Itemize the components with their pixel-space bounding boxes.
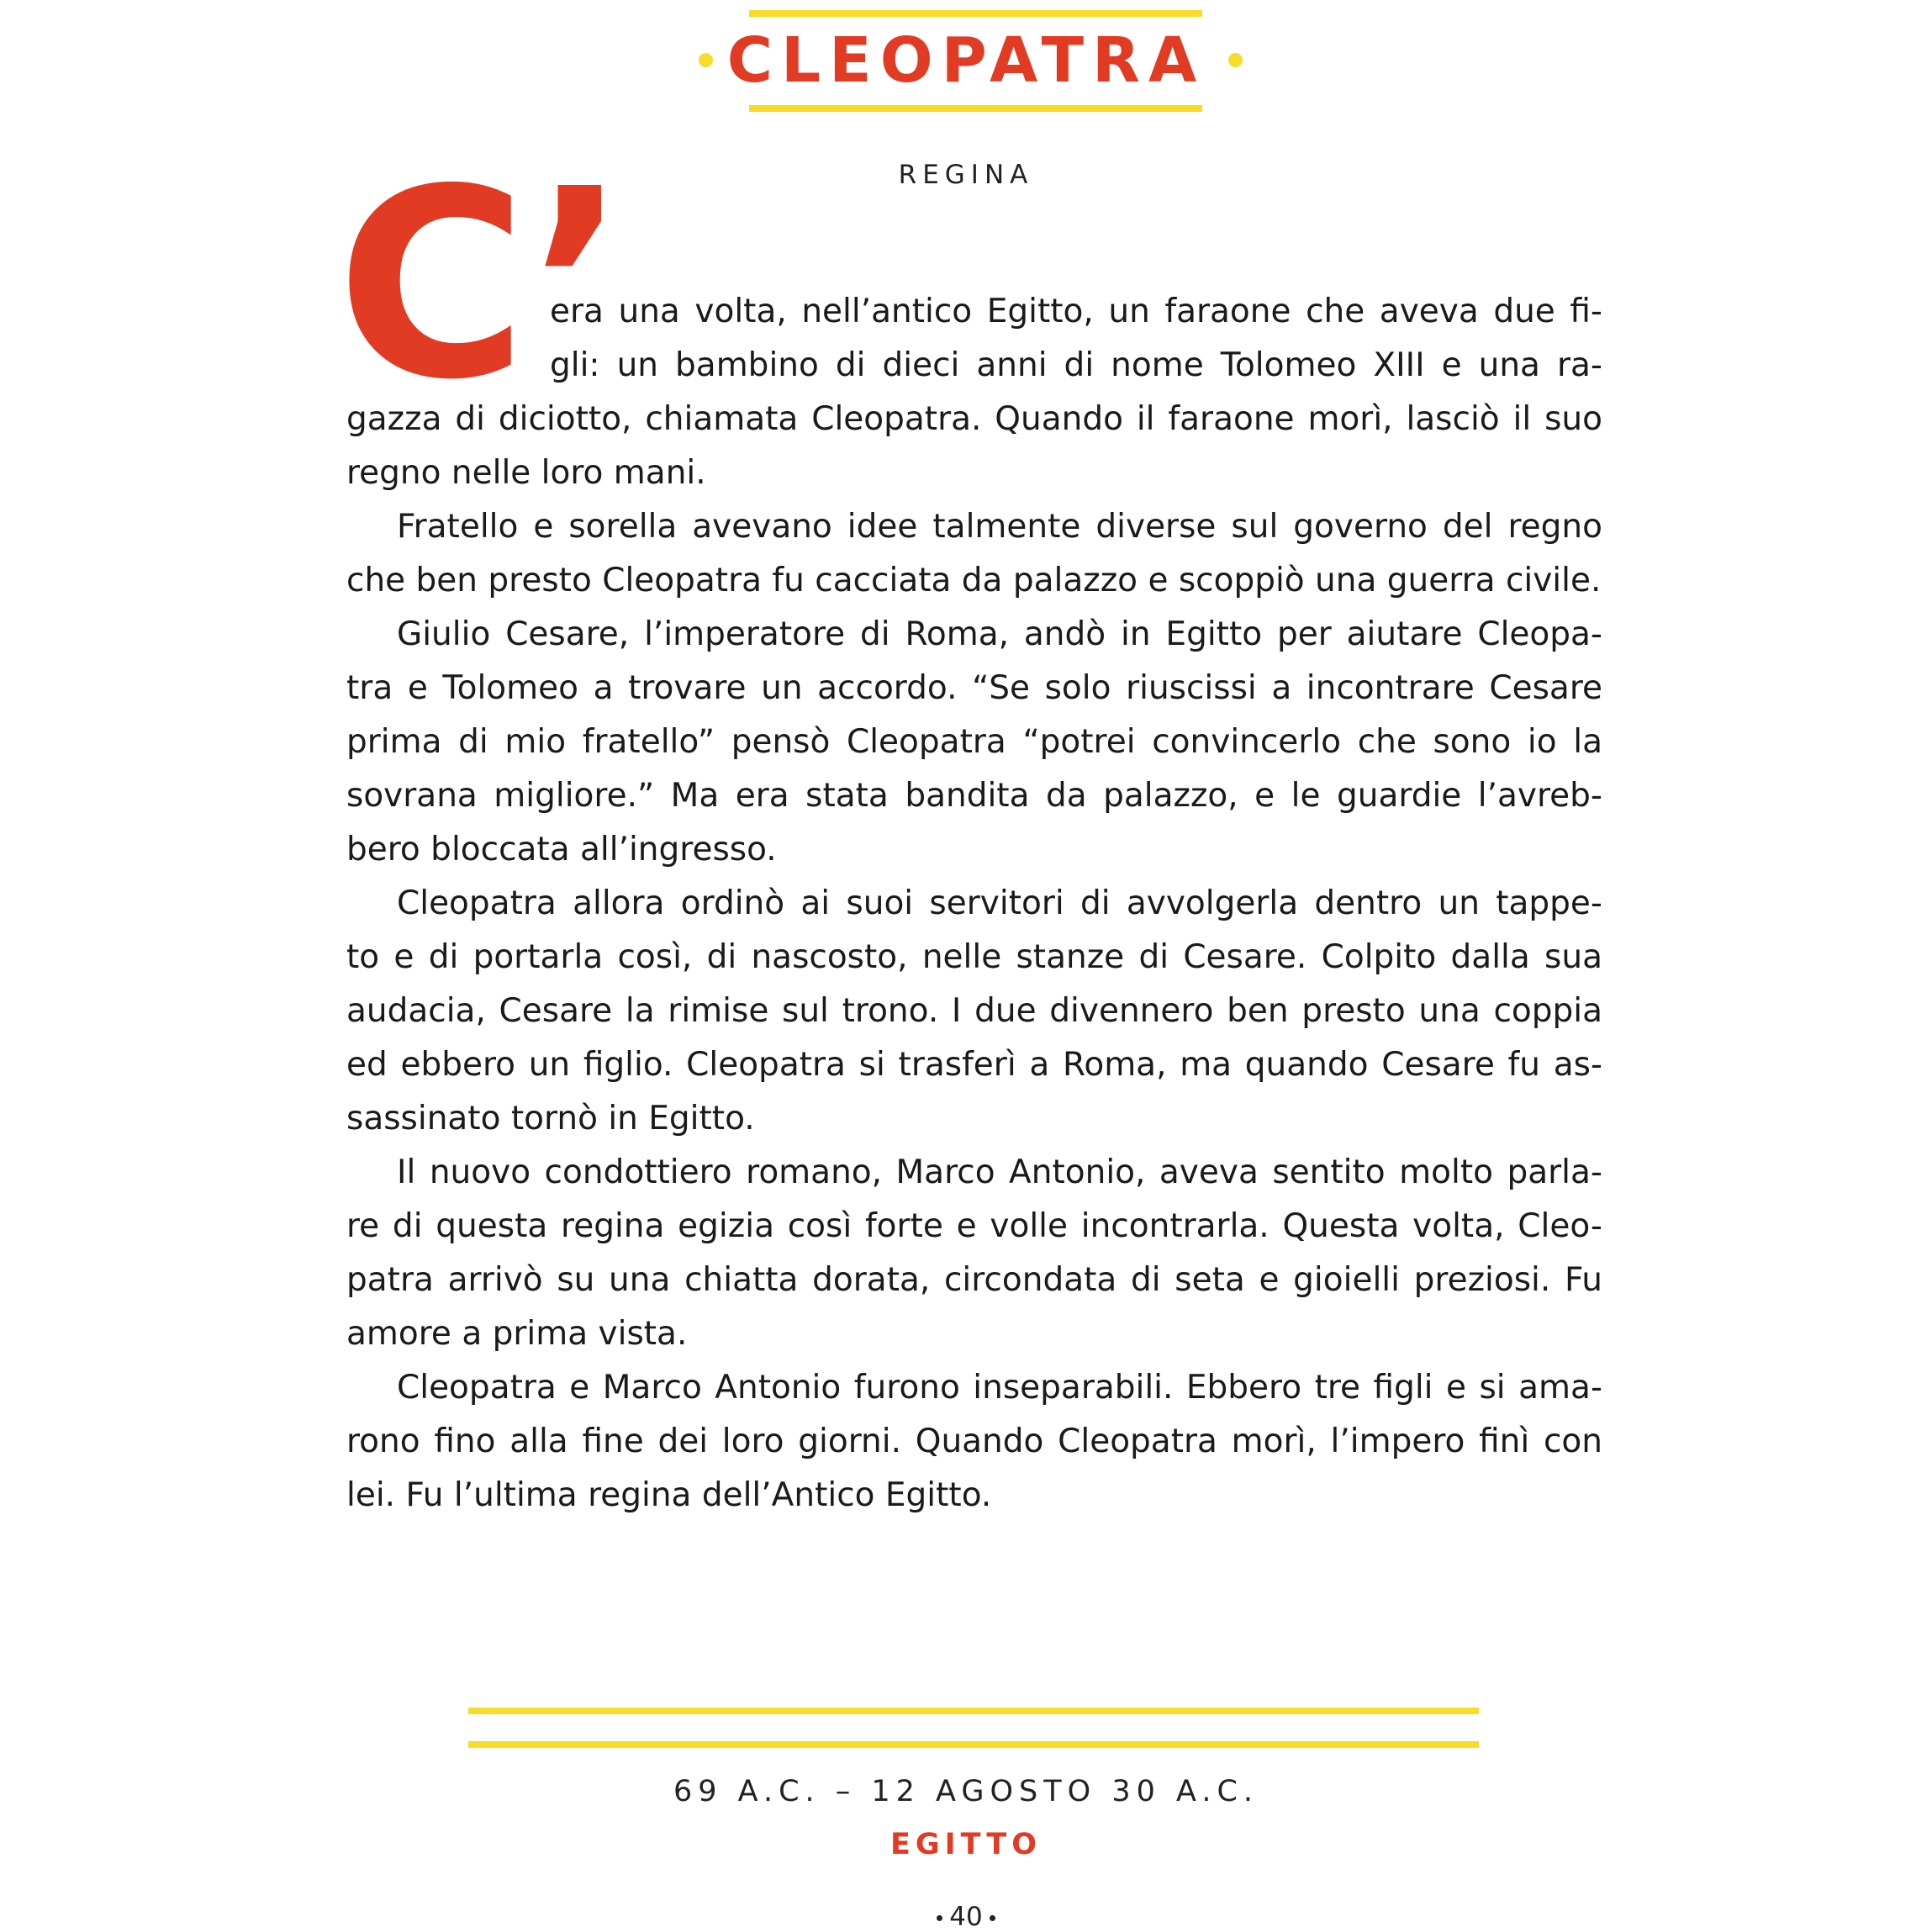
text-line: prima di mio fratello” pensò Cleopatra “potrei convincerlo che sono io la <box>346 723 1602 761</box>
page-subtitle: REGINA <box>898 160 1034 190</box>
title-dot-right <box>1228 53 1243 67</box>
text-line: re di questa regina egizia così forte e volle incontrarla. Questa volta, Cleo- <box>346 1207 1602 1245</box>
page-number <box>0 1902 1932 1932</box>
text-line: lei. Fu l’ultima regina dell’Antico Egitto. <box>346 1476 992 1514</box>
text-line: gli: un bambino di dieci anni di nome Tolomeo XIII e una ra- <box>550 346 1602 384</box>
story-text <box>346 285 1602 1523</box>
page-number-dot-right <box>990 1915 995 1921</box>
text-line: Cleopatra e Marco Antonio furono inseparabili. Ebbero tre figli e si ama- <box>397 1369 1602 1407</box>
text-line: audacia, Cesare la rimise sul trono. I due divennero ben presto una coppia <box>346 992 1602 1030</box>
text-line: che ben presto Cleopatra fu cacciata da palazzo e scoppiò una guerra civile. <box>346 562 1602 599</box>
text-line: tra e Tolomeo a trovare un accordo. “Se solo riuscissi a incontrare Cesare <box>346 669 1602 707</box>
title-rule-bottom <box>749 105 1202 112</box>
text-line: patra arrivò su una chiatta dorata, circondata di seta e gioielli preziosi. Fu <box>346 1261 1602 1299</box>
text-line: gazza di diciotto, chiamata Cleopatra. Quando il faraone morì, lasciò il suo <box>346 400 1602 438</box>
page-title: CLEOPATRA <box>726 24 1206 97</box>
footer-rule-upper <box>468 1708 1479 1714</box>
text-line: ed ebbero un figlio. Cleopatra si trasferì a Roma, ma quando Cesare fu as- <box>346 1046 1602 1084</box>
text-line: bero bloccata all’ingresso. <box>346 831 777 868</box>
text-line: regno nelle loro mani. <box>346 454 706 492</box>
footer-rule-lower <box>468 1741 1479 1748</box>
drop-cap: C’ <box>336 134 620 437</box>
life-dates: 69 A.C. – 12 AGOSTO 30 A.C. <box>673 1775 1259 1808</box>
text-line: sassinato tornò in Egitto. <box>346 1100 755 1138</box>
place-label: EGITTO <box>890 1828 1042 1861</box>
text-line: Cleopatra allora ordinò ai suoi servitori di avvolgerla dentro un tappe- <box>397 884 1602 922</box>
title-block <box>0 0 1932 126</box>
page-number-value: 40 <box>949 1902 983 1932</box>
text-line: sovrana migliore.” Ma era stata bandita da palazzo, e le guardie l’avreb- <box>346 777 1602 815</box>
text-line: Giulio Cesare, l’imperatore di Roma, andò in Egitto per aiutare Cleopa- <box>397 615 1602 653</box>
title-rule-top <box>749 10 1202 17</box>
page-number-dot-left <box>937 1915 942 1921</box>
text-line: amore a prima vista. <box>346 1315 688 1353</box>
text-line: era una volta, nell’antico Egitto, un faraone che aveva due fi- <box>550 293 1602 330</box>
text-line: Il nuovo condottiero romano, Marco Antonio, aveva sentito molto parla- <box>397 1153 1602 1191</box>
text-line: to e di portarla così, di nascosto, nelle stanze di Cesare. Colpito dalla sua <box>346 938 1602 976</box>
text-line: Fratello e sorella avevano idee talmente diverse sul governo del regno <box>397 508 1602 546</box>
text-line: rono fino alla fine dei loro giorni. Quando Cleopatra morì, l’impero finì con <box>346 1423 1602 1460</box>
